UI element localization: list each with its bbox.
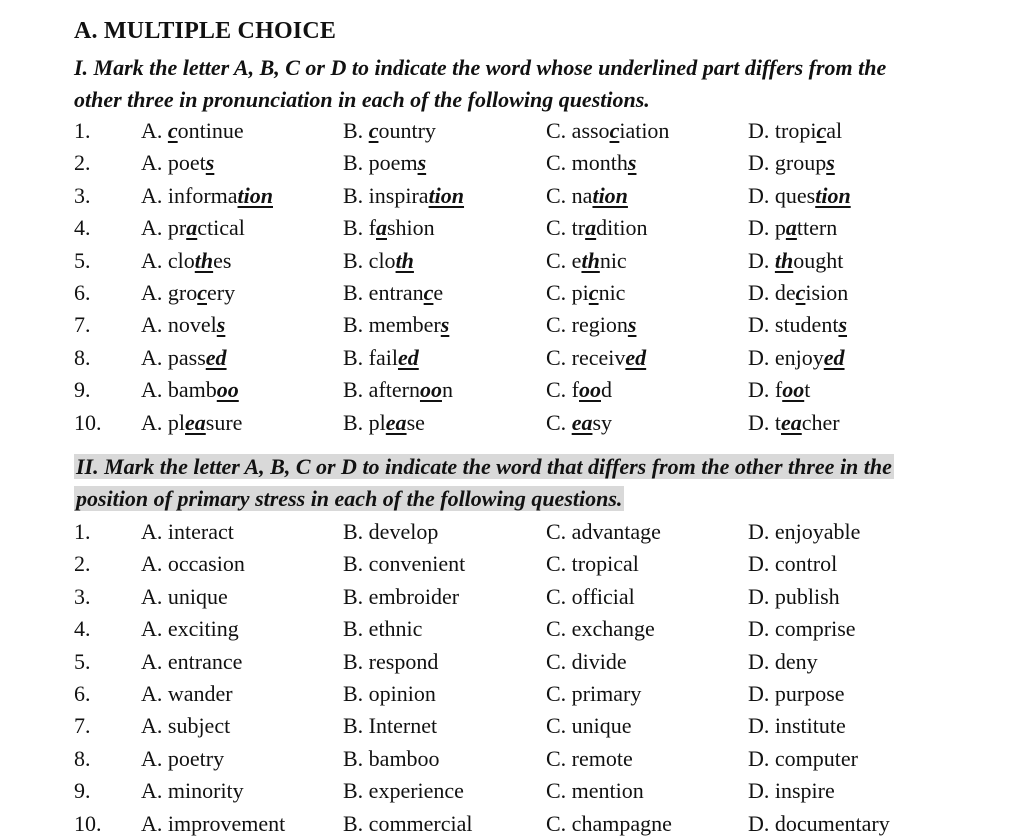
question-number: 6. (74, 680, 91, 706)
answer-option-b (343, 407, 425, 439)
option-text-pre: A. novel (141, 312, 217, 338)
answer-option-c (546, 147, 636, 179)
underlined-part: tion (815, 182, 851, 208)
answer-option-d (748, 180, 851, 212)
answer-option-b (343, 245, 414, 277)
section2-instruction-line2: position of primary stress in each of the following questions. (76, 486, 623, 511)
question-row (0, 407, 1024, 439)
answer-option-b (343, 115, 436, 147)
answer-option-c (546, 277, 625, 309)
section1-instruction (74, 52, 994, 116)
option-text-pre: A. informa (141, 182, 238, 208)
question-number: 6. (74, 279, 91, 305)
underlined-part: c (609, 118, 620, 143)
answer-option-b: B. embroider (343, 583, 460, 609)
answer-option-d: D. comprise (748, 616, 856, 642)
answer-option-b (343, 309, 449, 341)
answer-option-a (141, 212, 245, 244)
answer-option-d: D. inspire (748, 778, 835, 804)
underlined-part: c (795, 279, 806, 305)
answer-option-c (546, 212, 647, 244)
option-text-pre: A. poet (141, 150, 206, 176)
underlined-part: ed (823, 344, 845, 370)
answer-option-a (141, 245, 231, 277)
answer-option-a (141, 115, 244, 147)
option-text-post: al (826, 118, 843, 143)
underlined-part: s (627, 150, 637, 176)
underlined-part: tion (428, 182, 465, 208)
underlined-part: ed (398, 344, 419, 370)
underlined-part: ea (185, 409, 206, 435)
answer-option-c: C. remote (546, 745, 633, 771)
answer-option-d: D. deny (748, 648, 818, 674)
section2-instruction (74, 451, 994, 515)
question-number: 7. (74, 312, 91, 338)
underlined-part: s (627, 312, 637, 338)
option-text-pre: D. group (748, 150, 827, 176)
pronunciation-question-list (0, 115, 1024, 439)
option-text-pre: B. member (343, 312, 441, 338)
option-text-post: ctical (197, 215, 245, 241)
answer-option-d (748, 342, 845, 374)
option-text-pre: D. t (748, 409, 781, 435)
answer-option-a: A. improvement (141, 810, 286, 836)
underlined-part: th (581, 247, 600, 273)
option-text-pre: B. f (343, 215, 376, 241)
option-text-pre: D. (748, 247, 775, 273)
option-text-post: iation (619, 118, 670, 143)
answer-option-a (141, 374, 239, 406)
answer-option-a: A. subject (141, 713, 231, 739)
underlined-part: oo (579, 377, 601, 403)
answer-option-c: C. unique (546, 713, 632, 739)
answer-option-a (141, 180, 273, 212)
option-text-post: ttern (796, 215, 838, 241)
option-text-post: ontinue (177, 118, 244, 143)
question-number: 9. (74, 778, 91, 804)
question-row (0, 613, 1024, 645)
underlined-part: th (194, 247, 214, 273)
answer-option-d: D. computer (748, 745, 858, 771)
answer-option-d (748, 212, 837, 244)
underlined-part: s (440, 312, 450, 338)
question-row (0, 245, 1024, 277)
answer-option-c: C. divide (546, 648, 627, 674)
answer-option-c (546, 245, 627, 277)
question-number: 9. (74, 377, 91, 403)
answer-option-a: A. wander (141, 680, 233, 706)
answer-option-d: D. documentary (748, 810, 890, 836)
question-row (0, 548, 1024, 580)
answer-option-c (546, 374, 612, 406)
option-text-pre: B. poem (343, 150, 418, 176)
question-number: 2. (74, 551, 91, 577)
answer-option-b: B. respond (343, 648, 439, 674)
answer-option-b: B. develop (343, 519, 439, 544)
answer-option-d: D. control (748, 551, 838, 577)
answer-option-d: D. institute (748, 713, 846, 739)
answer-option-d (748, 245, 843, 277)
answer-option-a: A. unique (141, 583, 228, 609)
answer-option-d (748, 147, 835, 179)
answer-option-a: A. occasion (141, 551, 245, 577)
question-number: 8. (74, 745, 91, 771)
underlined-part: s (216, 312, 226, 338)
answer-option-c (546, 115, 669, 147)
question-row (0, 115, 1024, 147)
question-number: 7. (74, 713, 91, 739)
answer-option-a: A. minority (141, 778, 244, 804)
underlined-part: c (197, 279, 207, 305)
option-text-pre: B. (343, 118, 369, 143)
option-text-pre: A. pl (141, 409, 185, 435)
answer-option-c (546, 342, 646, 374)
answer-option-a (141, 407, 242, 439)
answer-option-c: C. official (546, 583, 635, 609)
answer-option-a (141, 342, 227, 374)
underlined-part: s (838, 312, 848, 338)
question-number: 3. (74, 583, 91, 609)
answer-option-c (546, 180, 628, 212)
question-row (0, 309, 1024, 341)
question-row (0, 581, 1024, 613)
answer-option-b (343, 147, 426, 179)
underlined-part: a (785, 215, 797, 241)
answer-option-c (546, 407, 612, 439)
question-row (0, 775, 1024, 807)
answer-option-b: B. convenient (343, 551, 466, 577)
underlined-part: oo (216, 377, 239, 403)
option-text-pre: B. pl (343, 409, 386, 435)
option-text-pre: D. ques (748, 182, 816, 208)
option-text-pre: C. (546, 409, 572, 435)
question-row (0, 147, 1024, 179)
option-text-post: es (213, 247, 232, 273)
question-row (0, 743, 1024, 775)
answer-option-b: B. bamboo (343, 745, 440, 771)
answer-option-b: B. opinion (343, 680, 436, 706)
underlined-part: c (167, 118, 178, 143)
underlined-part: c (368, 118, 379, 143)
option-text-pre: C. pi (546, 279, 589, 305)
underlined-part: ea (781, 409, 802, 435)
question-row (0, 516, 1024, 548)
question-number: 2. (74, 150, 91, 176)
answer-option-c (546, 309, 636, 341)
answer-option-a: A. interact (141, 519, 234, 544)
option-text-pre: C. receiv (546, 344, 626, 370)
underlined-part: ea (385, 409, 407, 435)
answer-option-b: B. Internet (343, 713, 438, 739)
underlined-part: ed (205, 344, 227, 370)
option-text-post: e (433, 279, 444, 305)
option-text-post: ery (206, 279, 236, 305)
option-text-pre: C. month (546, 150, 628, 176)
option-text-pre: A. pass (141, 344, 206, 370)
option-text-post: cher (801, 409, 840, 435)
option-text-post: ountry (378, 118, 436, 143)
answer-option-d (748, 115, 842, 147)
option-text-pre: C. asso (546, 118, 610, 143)
underlined-part: tion (592, 182, 628, 208)
option-text-pre: D. enjoy (748, 344, 824, 370)
option-text-pre: B. inspira (343, 182, 429, 208)
option-text-post: sure (205, 409, 243, 435)
underlined-part: s (417, 150, 427, 176)
option-text-pre: A. bamb (141, 377, 217, 403)
underlined-part: s (826, 150, 835, 176)
underlined-part: th (774, 247, 794, 273)
question-number: 1. (74, 118, 91, 143)
option-text-post: d (601, 377, 612, 403)
underlined-part: oo (782, 377, 805, 403)
question-number: 8. (74, 344, 91, 370)
option-text-pre: A. (141, 118, 168, 143)
option-text-pre: D. f (748, 377, 783, 403)
question-number: 4. (74, 616, 91, 642)
underlined-part: c (423, 279, 434, 305)
option-text-pre: B. aftern (343, 377, 420, 403)
option-text-pre: D. tropi (748, 118, 817, 143)
answer-option-a (141, 147, 214, 179)
option-text-pre: D. p (748, 215, 786, 241)
underlined-part: a (376, 215, 387, 241)
question-row (0, 646, 1024, 678)
answer-option-c: C. tropical (546, 551, 639, 577)
section1-instruction-line2: other three in pronunciation in each of the following questions. (74, 87, 650, 112)
answer-option-b: B. experience (343, 778, 464, 804)
section1-instruction-line1: I. Mark the letter A, B, C or D to indicate the word whose underlined part differs from the (74, 55, 887, 80)
option-text-pre: D. student (748, 312, 839, 338)
question-row (0, 374, 1024, 406)
option-text-post: dition (596, 215, 648, 241)
question-number: 5. (74, 247, 91, 273)
option-text-post: shion (387, 215, 435, 241)
option-text-post: ision (805, 279, 849, 305)
answer-option-b (343, 180, 464, 212)
question-row (0, 710, 1024, 742)
underlined-part: tion (237, 182, 273, 208)
underlined-part: a (186, 215, 198, 241)
answer-option-c: C. mention (546, 778, 644, 804)
section-title: A. MULTIPLE CHOICE (74, 18, 337, 44)
option-text-post: se (406, 409, 425, 435)
answer-option-d (748, 309, 847, 341)
answer-option-d: D. enjoyable (748, 519, 861, 544)
answer-option-a: A. exciting (141, 616, 239, 642)
option-text-pre: C. f (546, 377, 579, 403)
underlined-part: c (816, 118, 827, 143)
question-number: 3. (74, 182, 91, 208)
answer-option-a (141, 277, 235, 309)
underlined-part: s (205, 150, 215, 176)
answer-option-d (748, 407, 840, 439)
question-number: 10. (74, 810, 102, 836)
answer-option-d: D. publish (748, 583, 840, 609)
answer-option-b (343, 212, 435, 244)
question-row (0, 180, 1024, 212)
option-text-pre: D. de (748, 279, 796, 305)
stress-question-list (0, 516, 1024, 840)
answer-option-d (748, 374, 810, 406)
option-text-pre: B. fail (343, 344, 398, 370)
answer-option-b: B. commercial (343, 810, 473, 836)
question-number: 5. (74, 648, 91, 674)
option-text-pre: C. e (546, 247, 582, 273)
question-number: 1. (74, 519, 91, 544)
answer-option-c: C. primary (546, 680, 642, 706)
answer-option-d: D. purpose (748, 680, 845, 706)
answer-option-a: A. entrance (141, 648, 243, 674)
answer-option-a (141, 309, 225, 341)
answer-option-a: A. poetry (141, 745, 225, 771)
answer-option-c: C. champagne (546, 810, 672, 836)
option-text-pre: C. na (546, 182, 593, 208)
option-text-post: sy (592, 409, 613, 435)
option-text-post: nic (598, 279, 626, 305)
underlined-part: ed (625, 344, 647, 370)
option-text-pre: A. gro (141, 279, 198, 305)
section2-instruction-line1: II. Mark the letter A, B, C or D to indicate the word that differs from the other three in the (76, 454, 892, 479)
question-number: 10. (74, 409, 102, 435)
option-text-pre: A. clo (141, 247, 195, 273)
underlined-part: ea (571, 409, 593, 435)
question-row (0, 342, 1024, 374)
option-text-pre: C. tr (546, 215, 586, 241)
question-number: 4. (74, 215, 91, 241)
answer-option-b (343, 342, 419, 374)
option-text-pre: A. pr (141, 215, 187, 241)
question-row (0, 212, 1024, 244)
answer-option-b: B. ethnic (343, 616, 423, 642)
underlined-part: th (395, 247, 414, 273)
option-text-pre: B. clo (343, 247, 396, 273)
underlined-part: c (588, 279, 599, 305)
option-text-post: t (804, 377, 811, 403)
question-row (0, 808, 1024, 840)
option-text-pre: C. region (546, 312, 628, 338)
answer-option-c: C. advantage (546, 519, 661, 544)
answer-option-b (343, 374, 453, 406)
answer-option-d (748, 277, 848, 309)
option-text-post: ought (793, 247, 844, 273)
option-text-post: nic (599, 247, 627, 273)
underlined-part: a (585, 215, 597, 241)
answer-option-c: C. exchange (546, 616, 655, 642)
question-row (0, 277, 1024, 309)
question-row (0, 678, 1024, 710)
option-text-pre: B. entran (343, 279, 424, 305)
option-text-post: n (441, 377, 453, 403)
underlined-part: oo (419, 377, 442, 403)
answer-option-b (343, 277, 443, 309)
